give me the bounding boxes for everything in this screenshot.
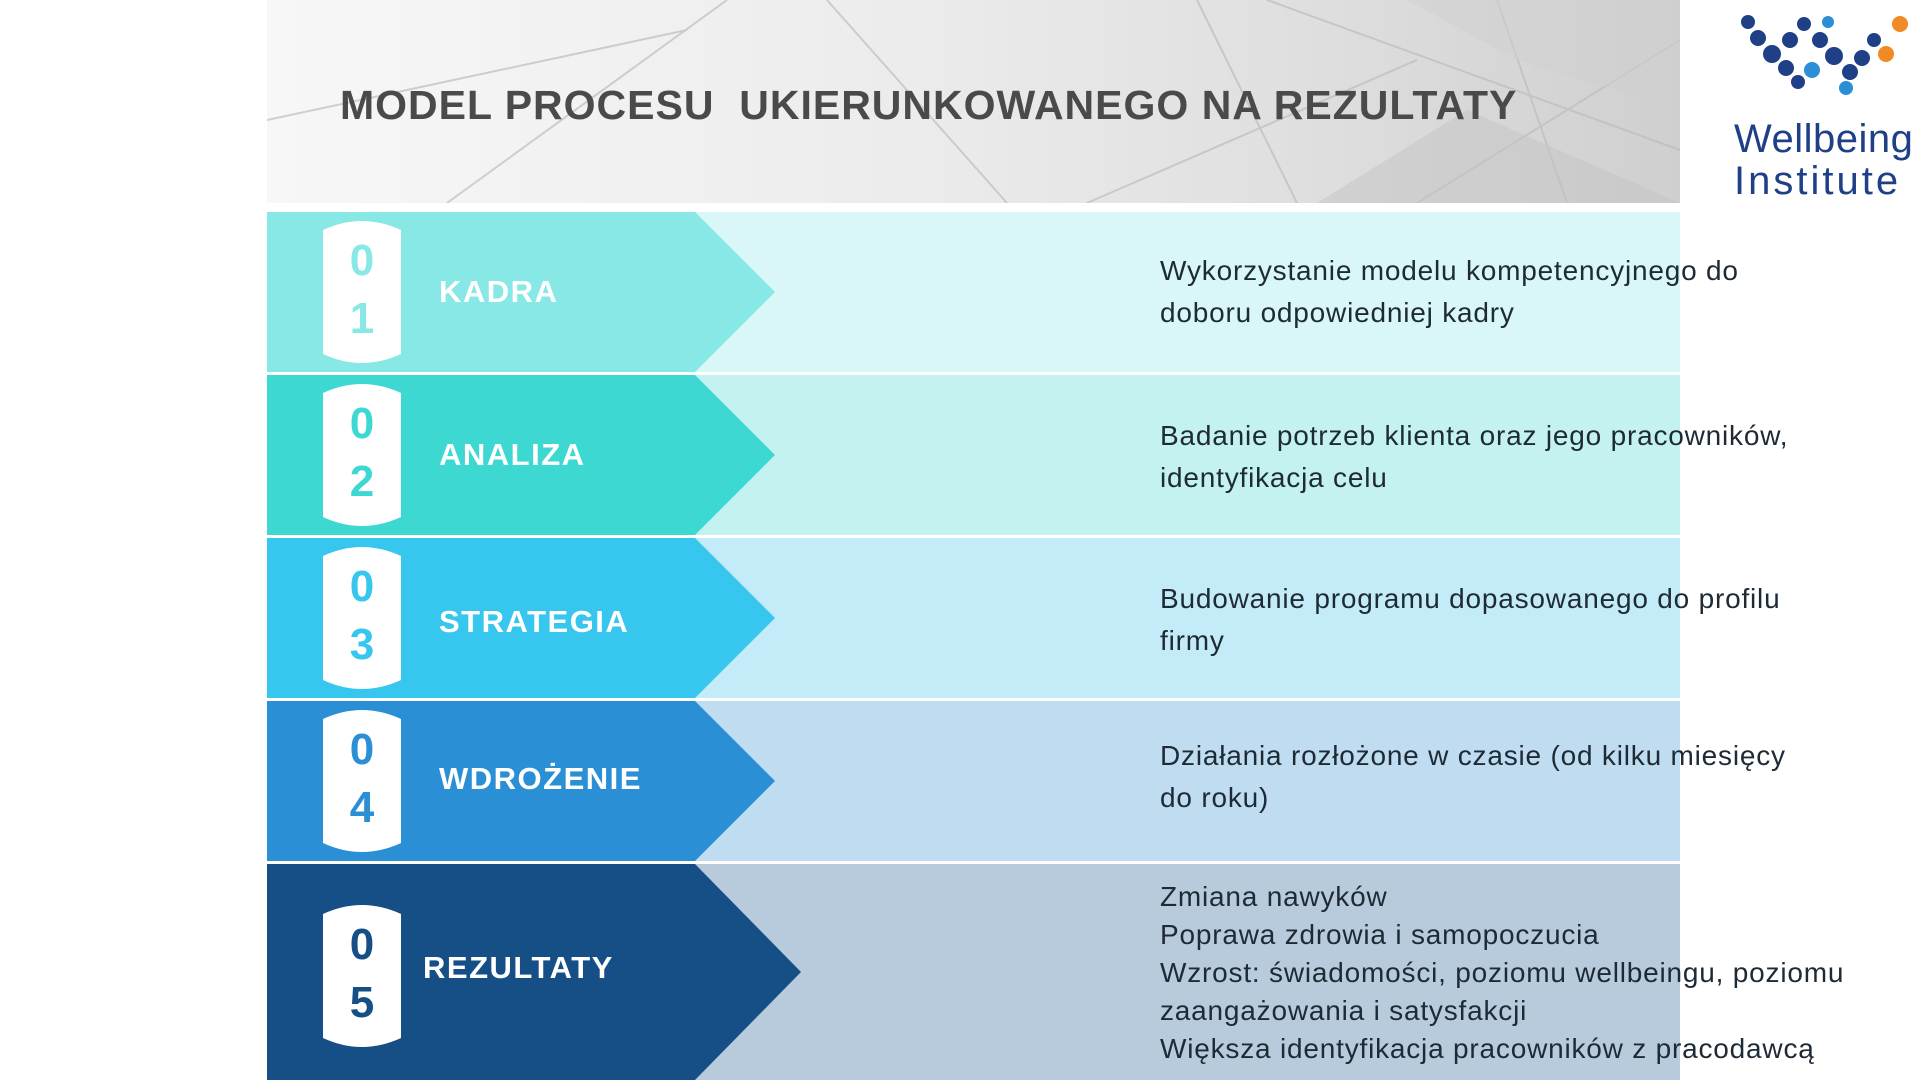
step-number-digit-2: 2 (349, 457, 375, 506)
step-description-line: Większa identyfikacja pracowników z pracodawcą (1160, 1033, 1815, 1064)
process-step-3 (267, 538, 1781, 698)
step-description-line: Zmiana nawyków (1160, 881, 1388, 912)
step-description-line: Badanie potrzeb klienta oraz jego pracowników, (1160, 420, 1789, 451)
step-number-badge (323, 381, 401, 529)
process-step-2 (267, 375, 1789, 535)
step-number-digit-2: 4 (349, 783, 375, 832)
step-number-badge (323, 707, 401, 855)
step-arrow-icon (695, 538, 775, 698)
logo-text-line-2: Institute (1734, 159, 1902, 203)
step-description (1160, 878, 1880, 1068)
step-description (1160, 250, 1880, 334)
step-description-line: Wzrost: świadomości, poziomu wellbeingu, poziomu (1160, 957, 1845, 988)
step-arrow-icon (695, 701, 775, 861)
step-label: REZULTATY (423, 950, 614, 985)
step-description-line: Poprawa zdrowia i samopoczucia (1160, 919, 1600, 950)
process-step-4 (267, 701, 1786, 861)
logo (1700, 10, 1920, 203)
process-step-1 (267, 212, 1739, 372)
step-number-digit-2: 3 (349, 620, 375, 669)
logo-text-line-1: Wellbeing (1734, 117, 1914, 161)
wellbeing-institute-logo-icon (1738, 10, 1908, 100)
step-description-line: Działania rozłożone w czasie (od kilku miesięcy (1160, 740, 1786, 771)
step-label: STRATEGIA (439, 604, 630, 639)
step-description-line: Budowanie programu dopasowanego do profilu (1160, 583, 1781, 614)
step-number-digit-1: 0 (349, 920, 375, 969)
step-description-line: doboru odpowiedniej kadry (1160, 297, 1515, 328)
step-number-digit-1: 0 (349, 725, 375, 774)
step-description (1160, 415, 1880, 499)
step-description-line: do roku) (1160, 782, 1270, 813)
step-arrow-icon (695, 212, 775, 372)
step-number-badge (323, 902, 401, 1050)
step-number-digit-2: 1 (349, 294, 375, 343)
process-step-5 (267, 864, 1845, 1080)
page-title: MODEL PROCESU UKIERUNKOWANEGO NA REZULTATY (340, 82, 1518, 128)
step-number-badge (323, 544, 401, 692)
step-number-digit-1: 0 (349, 562, 375, 611)
step-label: KADRA (439, 274, 559, 309)
step-description-line: identyfikacja celu (1160, 462, 1388, 493)
header-banner (267, 0, 1680, 203)
step-number-digit-1: 0 (349, 236, 375, 285)
step-number-badge (323, 218, 401, 366)
step-number-digit-2: 5 (349, 978, 375, 1027)
step-label: WDROŻENIE (439, 761, 642, 796)
step-label: ANALIZA (439, 437, 586, 472)
step-description (1160, 735, 1880, 819)
step-arrow-icon (695, 864, 801, 1080)
step-description-line: firmy (1160, 625, 1225, 656)
step-number-digit-1: 0 (349, 399, 375, 448)
step-description-line: Wykorzystanie modelu kompetencyjnego do (1160, 255, 1739, 286)
step-description (1160, 578, 1880, 662)
step-description-line: zaangażowania i satysfakcji (1160, 995, 1528, 1026)
step-arrow-icon (695, 375, 775, 535)
